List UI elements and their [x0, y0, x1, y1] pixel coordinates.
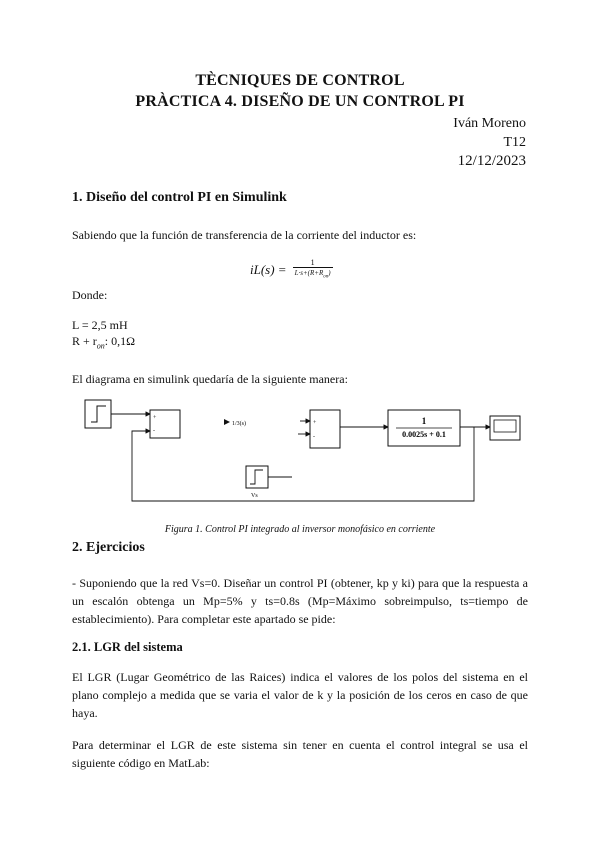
formula-den-close: ): [328, 269, 331, 277]
vs-step-block: [246, 466, 268, 499]
sum1-block: [150, 410, 180, 438]
sum2-minus-sign: -: [313, 434, 315, 440]
sum2-plus-sign: +: [313, 420, 317, 426]
intro-paragraph: Sabiendo que la función de transferencia de la corriente del inductor es:: [72, 228, 417, 242]
diagram-intro: El diagrama en simulink quedaría de la siguiente manera:: [72, 372, 348, 386]
plant-numerator: 1: [421, 416, 427, 426]
param-r-prefix: R + r: [72, 334, 97, 348]
document-title: TÈCNIQUES DE CONTROL: [195, 72, 405, 89]
param-r-sub: on: [96, 341, 105, 351]
document-date: 12/12/2023: [457, 153, 526, 169]
donde-label: Donde:: [72, 288, 108, 302]
formula-lhs: iL(s) =: [250, 262, 287, 278]
sum1-minus-sign: -: [153, 428, 155, 434]
plant-denominator: 0.0025s + 0.1: [402, 430, 446, 439]
scope-block: [490, 416, 520, 440]
exercise-paragraph: - Suponiendo que la red Vs=0. Diseñar un control PI (obtener, kp y ki) para que la respuesta a un escalón obtenga un Mp=5% y ts=0.8s (Mp=Máximo sobreimpulso, ts=tiempo de establecimiento). Para completar este apartado se pide:: [72, 576, 528, 626]
param-r-value: : 0,1Ω: [104, 334, 136, 348]
author-name: Iván Moreno: [453, 116, 526, 131]
section-1-heading: 1. Diseño del control PI en Simulink: [72, 190, 287, 205]
controller-label: 1/3(s): [232, 421, 246, 427]
vs-label: Vs: [251, 493, 258, 499]
formula-den-text: L·s+(R+R: [294, 269, 324, 277]
formula-den-sub: on: [323, 274, 329, 280]
param-inductance: L = 2,5 mH: [72, 318, 128, 332]
figure-caption: Figura 1. Control PI integrado al inversor monofásico en corriente: [164, 524, 436, 535]
group-code: T12: [503, 135, 526, 150]
lgr-paragraph: El LGR (Lugar Geométrico de las Raices) indica el valores de los polos del sistema en el plano complejo a medida que se varia el valor de k y la posición de los ceros en caso de que haya.: [72, 670, 528, 720]
controller-block: [224, 419, 246, 427]
section-2-heading: 2. Ejercicios: [72, 540, 145, 555]
subsection-2-1-heading: 2.1. LGR del sistema: [72, 640, 183, 654]
matlab-intro-paragraph: Para determinar el LGR de este sistema sin tener en cuenta el control integral se usa el siguiente código en MatLab:: [72, 738, 528, 770]
plant-transfer-block: [388, 410, 460, 446]
formula-numerator: 1: [310, 258, 315, 267]
step-source-block: [85, 400, 111, 428]
document-subtitle: PRÀCTICA 4. DISEÑO DE UN CONTROL PI: [135, 93, 465, 110]
sum1-plus-sign: +: [153, 415, 157, 421]
sum2-block: [310, 410, 340, 448]
